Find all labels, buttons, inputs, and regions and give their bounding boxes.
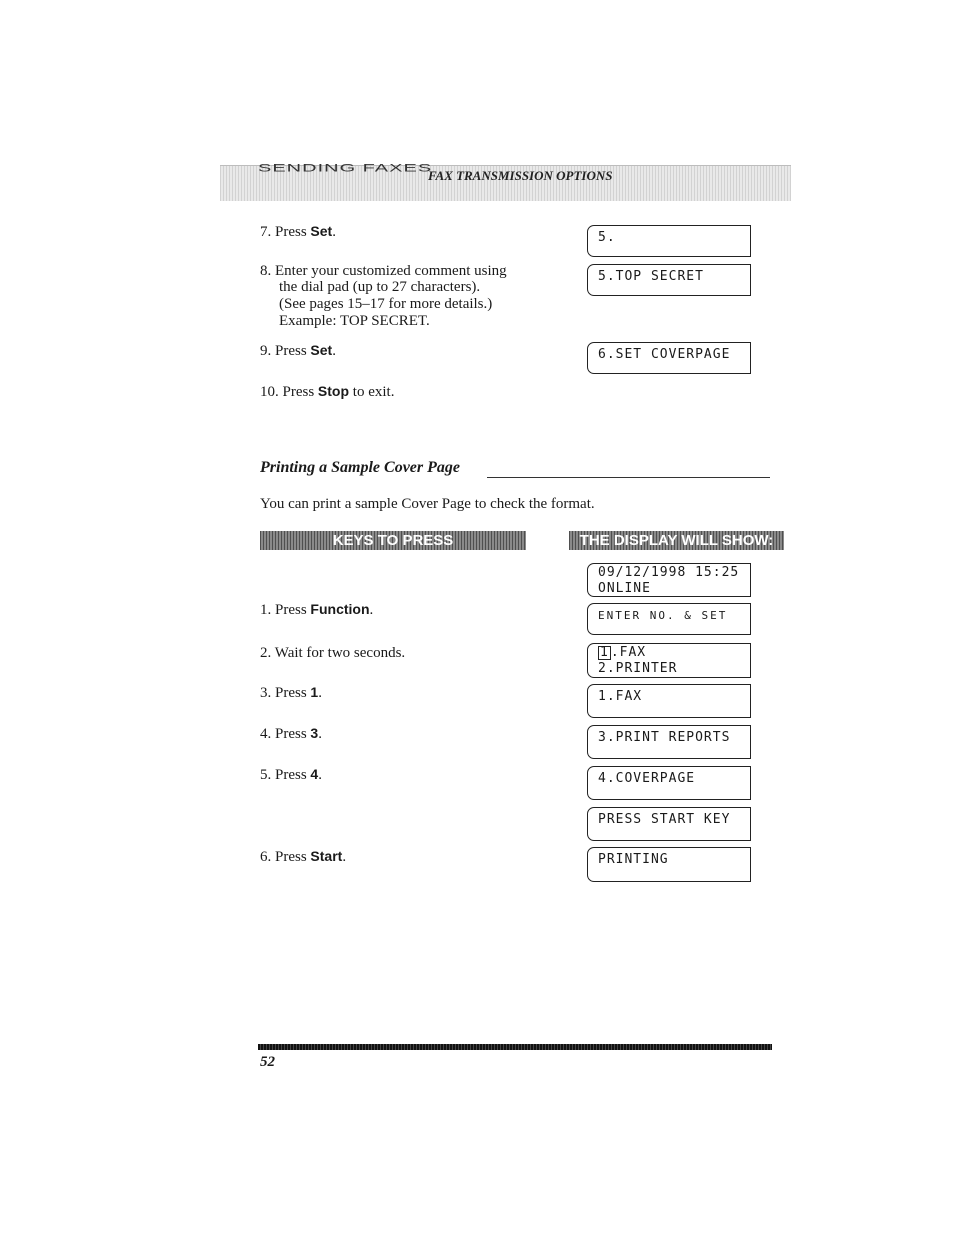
lcd-display: ENTER NO. & SET bbox=[587, 603, 751, 635]
lcd-display: 3.PRINT REPORTS bbox=[587, 725, 751, 759]
step-3: 3. Press 1. bbox=[260, 684, 322, 701]
keys-to-press-heading: KEYS TO PRESS bbox=[260, 531, 526, 550]
step-8-line4: Example: TOP SECRET. bbox=[279, 313, 430, 329]
lcd-menu-item: .FAX bbox=[610, 645, 647, 660]
lcd-menu-item: 2.PRINTER bbox=[598, 661, 678, 676]
step-7: 7. Press Set. bbox=[260, 223, 336, 240]
lcd-status: ONLINE bbox=[598, 581, 651, 596]
step-8: 8. Enter your customized comment using bbox=[260, 263, 507, 279]
lcd-display bbox=[587, 563, 751, 597]
lcd-display: 5.TOP SECRET bbox=[587, 264, 751, 296]
section-title: Printing a Sample Cover Page bbox=[260, 459, 460, 476]
lcd-display: PRINTING bbox=[587, 847, 751, 882]
step-4: 4. Press 3. bbox=[260, 725, 322, 742]
step-8-line3: (See pages 15–17 for more details.) bbox=[279, 296, 493, 312]
section-heading: SENDING FAXES bbox=[258, 162, 433, 175]
step-1: 1. Press Function. bbox=[260, 601, 374, 618]
lcd-display: 5. bbox=[587, 225, 751, 257]
lcd-display: 1.FAX bbox=[587, 684, 751, 718]
step-10: 10. Press Stop to exit. bbox=[260, 383, 395, 400]
step-2: 2. Wait for two seconds. bbox=[260, 645, 406, 661]
step-8-line2: the dial pad (up to 27 characters). bbox=[279, 279, 481, 295]
lcd-display: 6.SET COVERPAGE bbox=[587, 342, 751, 374]
lcd-display bbox=[587, 643, 751, 678]
intro-text: You can print a sample Cover Page to check the format. bbox=[260, 496, 595, 512]
section-rule bbox=[487, 477, 770, 478]
lcd-date-time: 09/12/1998 15:25 bbox=[598, 565, 740, 580]
step-5: 5. Press 4. bbox=[260, 766, 322, 783]
chapter-heading: FAX TRANSMISSION OPTIONS bbox=[428, 168, 613, 183]
footer-rule bbox=[258, 1044, 772, 1050]
lcd-display: PRESS START KEY bbox=[587, 807, 751, 841]
page-number: 52 bbox=[260, 1054, 275, 1070]
display-will-show-heading: THE DISPLAY WILL SHOW: bbox=[569, 531, 784, 550]
step-6: 6. Press Start. bbox=[260, 848, 347, 865]
step-9: 9. Press Set. bbox=[260, 342, 336, 359]
lcd-display: 4.COVERPAGE bbox=[587, 766, 751, 800]
cursor-box: 1 bbox=[600, 645, 609, 660]
